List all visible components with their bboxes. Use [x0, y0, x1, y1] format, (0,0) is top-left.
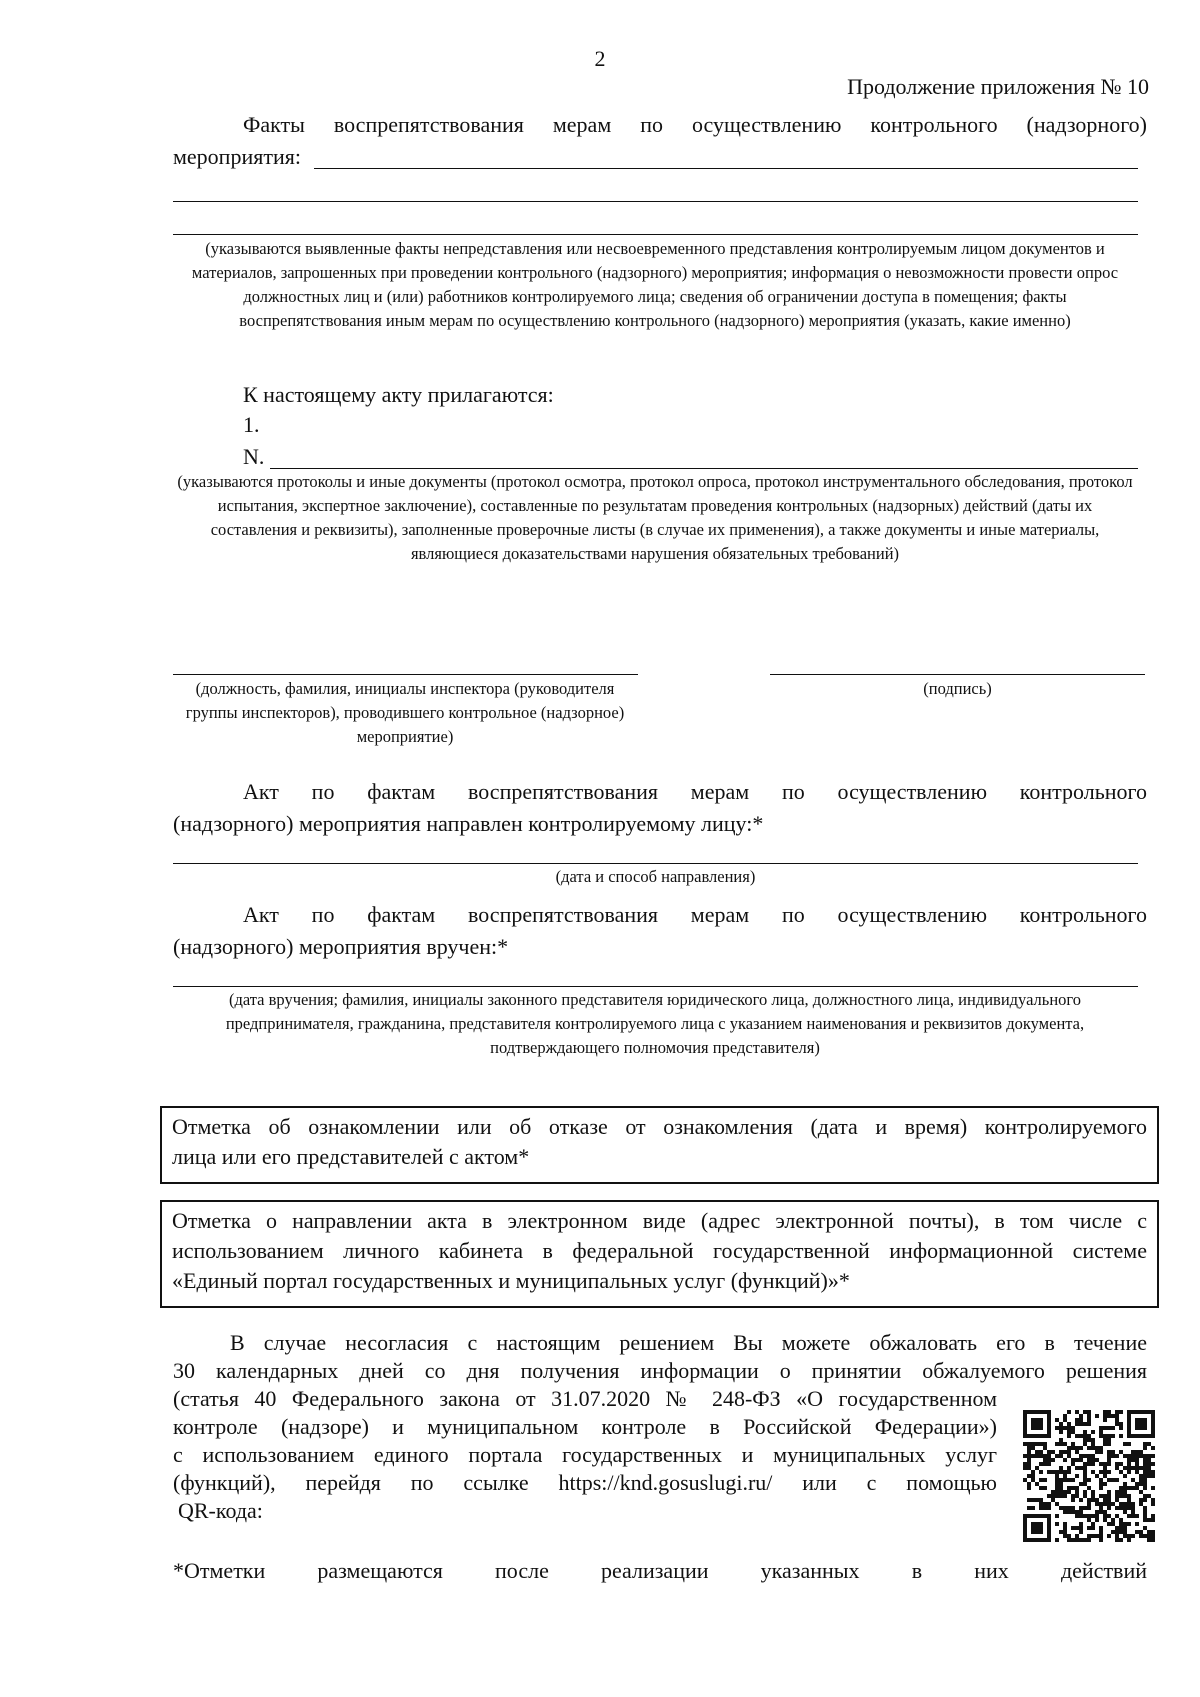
page-number: 2 [594, 46, 606, 71]
attachment-item-n: N. [243, 444, 265, 469]
appeal-line3: (статья 40 Федерального закона от 31.07.2020 № 248-ФЗ «О государственном [173, 1386, 997, 1411]
footnote: *Отметки размещаются после реализации указанных в них действий [173, 1558, 1147, 1583]
handed-paragraph-line1: Акт по фактам воспрепятствования мерам по осуществлению контрольного [243, 902, 1147, 927]
electronic-sending-box [160, 1200, 1159, 1308]
attachment-item-1: 1. [243, 412, 260, 437]
sent-fill-line [173, 863, 1138, 864]
facts-label: мероприятия: [173, 144, 301, 169]
facts-note: (указываются выявленные факты непредставления или несвоевременного представления контролируемым лицом документов и материалов, запрошенных при проведении контрольного (надзорного) мероприятия; информация о невозможности провести опрос должностных лиц и (или) работников контролируемого лица; сведения об ограничении доступа в помещения; факты воспрепятствования иным мерам по осуществлению контрольного (надзорного) мероприятия (указать, какие именно) [191, 239, 1119, 330]
sent-caption: (дата и способ направления) [555, 867, 756, 886]
attachments-fill-line [270, 468, 1138, 469]
facts-fill-line-3 [173, 234, 1138, 235]
signature-line [770, 674, 1145, 675]
appendix-header: Продолжение приложения № 10 [847, 74, 1149, 99]
facts-fill-line-1 [314, 168, 1138, 169]
facts-paragraph-line1: Факты воспрепятствования мерам по осуществлению контрольного (надзорного) [243, 112, 1147, 137]
electronic-sending-line3: «Единый портал государственных и муниципальных услуг (функций)»* [172, 1268, 850, 1293]
acquaintance-mark-line2: лица или его представителей с актом* [172, 1144, 530, 1169]
signature-caption: (подпись) [923, 679, 992, 698]
sent-paragraph-line1: Акт по фактам воспрепятствования мерам по осуществлению контрольного [243, 779, 1147, 804]
attachments-note: (указываются протоколы и иные документы (протокол осмотра, протокол опроса, протокол инструментального обследования, протокол испытания, экспертное заключение), составленные по результатам проведения контрольных (надзорных) действий (даты их составления и реквизиты), заполненные проверочные листы (в случае их применения), а также документы и иные материалы, являющиеся доказательствами нарушения обязательных требований) [177, 472, 1133, 563]
appeal-line4: контроле (надзоре) и муниципальном контроле в Российской Федерации») [173, 1414, 997, 1439]
electronic-sending-line2: использованием личного кабинета в федеральной государственной информационной системе [172, 1238, 1147, 1263]
inspector-caption: (должность, фамилия, инициалы инспектора (руководителя группы инспекторов), проводившего контрольное (надзорное) мероприятие) [185, 679, 625, 746]
attachments-title: К настоящему акту прилагаются: [243, 382, 554, 407]
acquaintance-mark-line1: Отметка об ознакомлении или об отказе от ознакомления (дата и время) контролируемого [172, 1114, 1147, 1139]
sent-paragraph-line2: (надзорного) мероприятия направлен контролируемому лицу:* [173, 811, 764, 836]
acquaintance-mark-box [160, 1106, 1159, 1184]
handed-fill-line [173, 986, 1138, 987]
facts-fill-line-2 [173, 201, 1138, 202]
inspector-signature-line [173, 674, 638, 675]
qr-code[interactable] [1023, 1410, 1155, 1542]
appeal-line6: (функций), перейдя по ссылке https://knd.gosuslugi.ru/ или с помощью [173, 1470, 997, 1495]
appeal-line1: В случае несогласия с настоящим решением Вы можете обжаловать его в течение [230, 1330, 1147, 1355]
appeal-line5: с использованием единого портала государственных и муниципальных услуг [173, 1442, 997, 1467]
electronic-sending-line1: Отметка о направлении акта в электронном виде (адрес электронной почты), в том числе с [172, 1208, 1147, 1233]
appeal-line7: QR-кода: [178, 1498, 263, 1523]
appeal-line2: 30 календарных дней со дня получения информации о принятии обжалуемого решения [173, 1358, 1147, 1383]
handed-caption: (дата вручения; фамилия, инициалы законного представителя юридического лица, должностного лица, индивидуального предпринимателя, гражданина, представителя контролируемого лица с указанием наименования и реквизитов документа, подтверждающего полномочия представителя) [225, 990, 1085, 1057]
handed-paragraph-line2: (надзорного) мероприятия вручен:* [173, 934, 509, 959]
